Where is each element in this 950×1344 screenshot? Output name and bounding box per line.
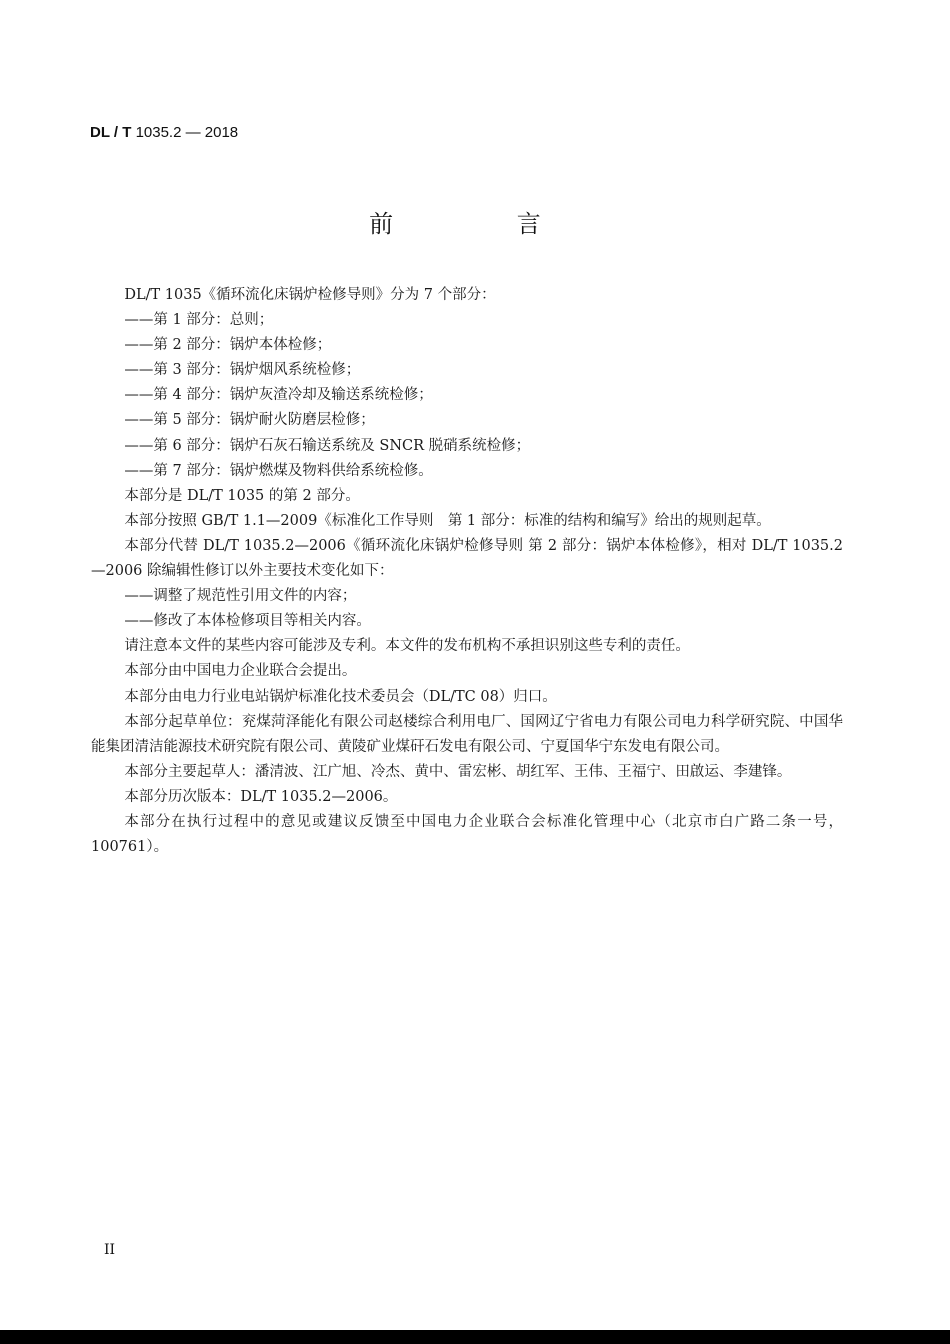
page-title: 前 言 [369,210,599,238]
list-item-part-1: ——第 1 部分：总则； [124,312,274,329]
list-item-part-6: ——第 6 部分：锅炉石灰石输送系统及 SNCR 脱硝系统检修； [124,437,531,454]
list-item-part-3: ——第 3 部分：锅炉烟风系统检修； [124,362,361,379]
paragraph-drafters: 本部分主要起草人：潘清波、江广旭、冷杰、黄中、雷宏彬、胡红军、王伟、王福宁、田啟运、李建锋。 [124,763,792,780]
paragraph-drafting-rules: 本部分按照 GB/T 1.1—2009《标准化工作导则 第 1 部分：标准的结构和编写》给出的规则起草。 [124,512,771,529]
list-item-change-2: ——修改了本体检修项目等相关内容。 [124,613,371,630]
paragraph-centralized-by: 本部分由电力行业电站锅炉标准化技术委员会（DL/TC 08）归口。 [124,688,557,705]
paragraph-proposed-by: 本部分由中国电力企业联合会提出。 [124,663,357,680]
paragraph-previous-editions: 本部分历次版本：DL/T 1035.2—2006。 [124,788,398,805]
bottom-border [0,1330,950,1344]
page-number: II [104,1242,116,1258]
standard-number: 1035.2 — 2018 [135,124,239,141]
paragraph-drafting-units: 本部分起草单位：兖煤菏泽能化有限公司赵楼综合利用电厂、国网辽宁省电力有限公司电力科学研究院、中国华能集团清洁能源技术研究院有限公司、黄陵矿业煤矸石发电有限公司、宁夏国华宁东发电有限公司。 [91,713,843,755]
list-item-part-4: ——第 4 部分：锅炉灰渣冷却及输送系统检修； [124,387,433,404]
list-item-part-5: ——第 5 部分：锅炉耐火防磨层检修； [124,412,375,429]
standard-prefix: DL / T [90,124,132,141]
paragraph-intro: DL/T 1035《循环流化床锅炉检修导则》分为 7 个部分： [124,287,496,303]
list-item-part-2: ——第 2 部分：锅炉本体检修； [124,337,332,354]
list-item-change-1: ——调整了规范性引用文件的内容； [124,588,357,605]
list-item-part-7: ——第 7 部分：锅炉燃煤及物料供给系统检修。 [124,462,433,479]
paragraph-feedback: 本部分在执行过程中的意见或建议反馈至中国电力企业联合会标准化管理中心（北京市白广路二条一号，100761）。 [91,813,843,856]
paragraph-patent-notice: 请注意本文件的某些内容可能涉及专利。本文件的发布机构不承担识别这些专利的责任。 [124,638,690,655]
foreword-body [91,283,843,860]
standard-code [90,124,238,141]
paragraph-part-statement: 本部分是 DL/T 1035 的第 2 部分。 [124,487,360,504]
paragraph-replaces: 本部分代替 DL/T 1035.2—2006《循环流化床锅炉检修导则 第 2 部分：锅炉本体检修》，相对 DL/T 1035.2—2006 除编辑性修订以外主要技术变化如下： [91,537,843,580]
